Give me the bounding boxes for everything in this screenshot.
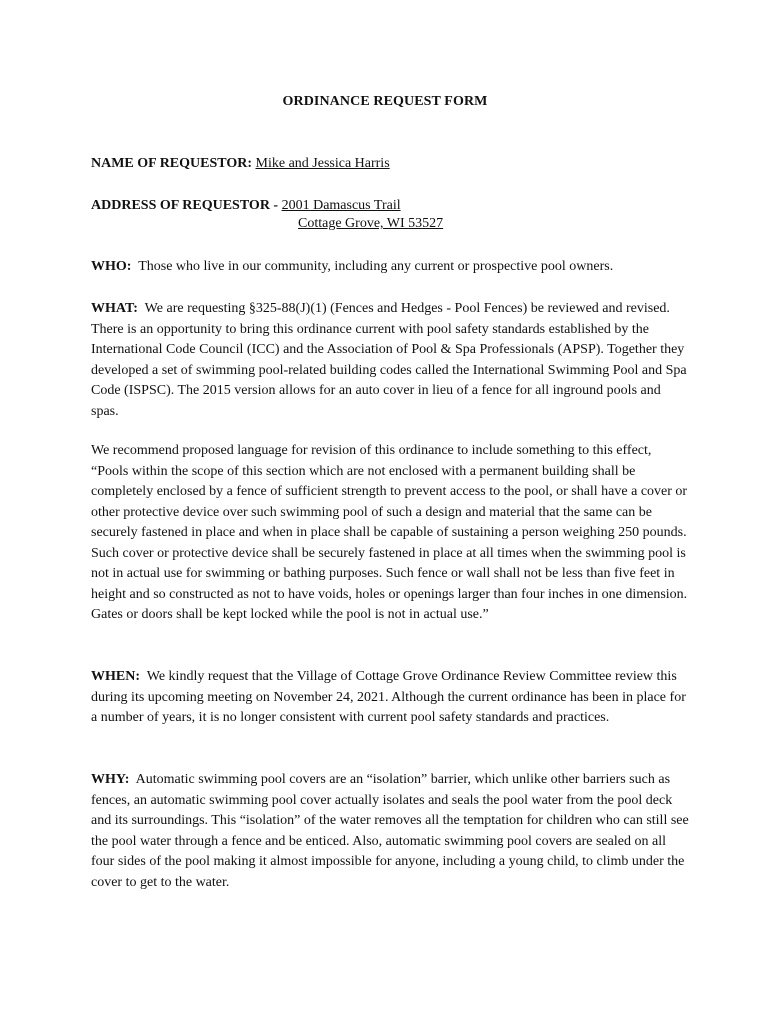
page-title: ORDINANCE REQUEST FORM xyxy=(282,94,488,109)
requestor-address-line xyxy=(91,196,691,217)
requestor-name-label: NAME OF REQUESTOR: xyxy=(91,156,253,171)
why-paragraph xyxy=(91,770,691,893)
what-text: We are requesting §325-88(J)(1) (Fences and Hedges - Pool Fences) be reviewed and revised. There is an opportunity to bring this ordinance current with pool safety standards established by the International Code Council (ICC) and the Association of Pool & Spa Professionals (APSP). Together they developed a set of swimming pool-related building codes called the International Swimming Pool and Spa Code (ISPSC). The 2015 version allows for an auto cover in lieu of a fence for all inground pools and spas. xyxy=(91,301,687,419)
requestor-name-line xyxy=(91,154,691,175)
recommend-text: We recommend proposed language for revision of this ordinance to include something to this effect, “Pools within the scope of this section which are not enclosed with a permanent building shall be completely enclosed by a fence of sufficient strength to prevent access to the pool, or shall have a cover or other protective device over such swimming pool of such a design and material that the same can be securely fastened in place and when in place shall be capable of sustaining a person weighing 250 pounds. Such cover or protective device shall be securely fastened in place at all times when the swimming pool is not in actual use for swimming or bathing purposes. Such fence or wall shall not be less than five feet in height and so constructed as not to have voids, holes or openings larger than four inches in one dimension. Gates or doors shall be kept locked while the pool is not in actual use.” xyxy=(91,443,688,622)
why-text: Automatic swimming pool covers are an “isolation” barrier, which unlike other barriers such as fences, an automatic swimming pool cover actually isolates and seals the pool water from the pool deck and its surroundings. This “isolation” of the water removes all the temptation for children who can still see the pool water through a fence and be enticed. Also, automatic swimming pool covers are sealed on all four sides of the pool making it almost impossible for anyone, including a young child, to climb under the cover to get to the water. xyxy=(91,772,689,890)
when-label: WHEN: xyxy=(91,669,140,684)
requestor-address-line1: 2001 Damascus Trail xyxy=(281,198,401,213)
requestor-name-value: Mike and Jessica Harris xyxy=(255,156,390,171)
why-label: WHY: xyxy=(91,772,130,787)
requestor-address-line2: Cottage Grove, WI 53527 xyxy=(298,216,444,231)
when-paragraph xyxy=(91,667,691,729)
what-label: WHAT: xyxy=(91,301,138,316)
who-label: WHO: xyxy=(91,259,132,274)
when-text: We kindly request that the Village of Cottage Grove Ordinance Review Committee review this during its upcoming meeting on November 24, 2021. Although the current ordinance has been in place for a number of years, it is no longer consistent with current pool safety standards and practices. xyxy=(91,669,686,725)
what-paragraph xyxy=(91,299,691,422)
who-text: Those who live in our community, including any current or prospective pool owners. xyxy=(138,259,614,274)
who-paragraph xyxy=(91,257,691,278)
recommend-paragraph xyxy=(91,441,691,626)
requestor-address-label: ADDRESS OF REQUESTOR - xyxy=(91,198,279,213)
